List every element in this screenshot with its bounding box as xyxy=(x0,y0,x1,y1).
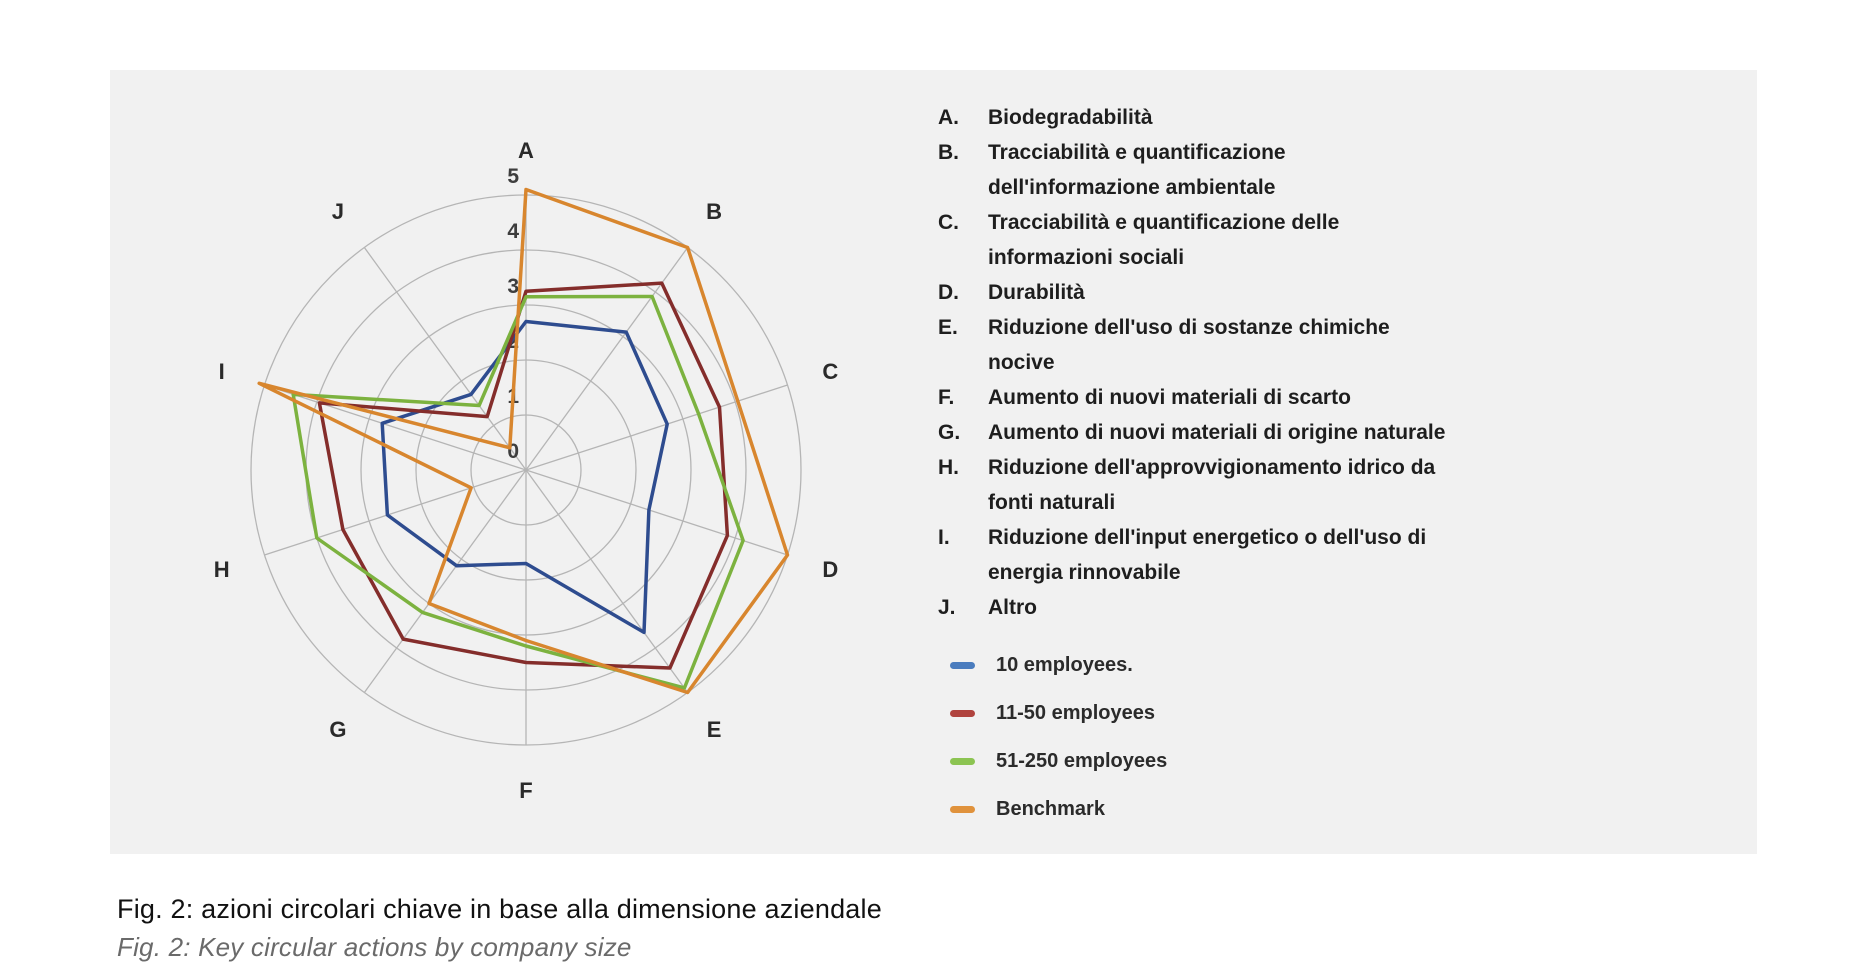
series-10-employees xyxy=(382,322,667,633)
action-list xyxy=(938,100,1578,625)
grid-spoke xyxy=(526,470,688,692)
action-letter: B. xyxy=(938,141,959,164)
legend-label: 11-50 employees xyxy=(996,701,1155,724)
action-letter: C. xyxy=(938,211,959,234)
legend-swatch-icon xyxy=(950,710,975,717)
legend-item xyxy=(950,785,1167,833)
legend-swatch-icon xyxy=(950,662,975,669)
grid-spoke xyxy=(264,470,526,555)
radar-chart xyxy=(110,70,910,854)
axis-label: J xyxy=(331,199,345,225)
radial-tick-label: 4 xyxy=(507,220,519,243)
grid-spoke xyxy=(526,470,788,555)
radial-tick-label: 2 xyxy=(507,330,519,353)
action-item xyxy=(938,275,1578,310)
axis-label: G xyxy=(329,716,347,742)
action-letter: F. xyxy=(938,386,955,409)
legend-label: 10 employees. xyxy=(996,653,1133,676)
action-item xyxy=(938,205,1578,275)
axis-label: D xyxy=(822,556,839,582)
action-letter: A. xyxy=(938,106,959,129)
action-item xyxy=(938,415,1578,450)
radial-tick-label: 3 xyxy=(507,275,519,298)
action-item xyxy=(938,100,1578,135)
axis-label: B xyxy=(706,199,723,225)
axis-label: E xyxy=(706,716,722,742)
action-letter: I. xyxy=(938,526,950,549)
action-item xyxy=(938,450,1578,520)
action-text: Altro xyxy=(988,596,1037,619)
action-letter: H. xyxy=(938,456,959,479)
legend-swatch-icon xyxy=(950,758,975,765)
action-item xyxy=(938,590,1578,625)
action-text: Durabilità xyxy=(988,281,1085,304)
axis-label: F xyxy=(519,778,533,803)
series-11-50-employees xyxy=(319,283,727,668)
action-item xyxy=(938,380,1578,415)
action-letter: E. xyxy=(938,316,958,339)
axis-key-column xyxy=(938,100,1578,625)
action-item xyxy=(938,135,1578,205)
legend-item xyxy=(950,641,1167,689)
action-text: Tracciabilità e quantificazione dell'informazione ambientale xyxy=(988,141,1286,199)
action-text: Riduzione dell'approvvigionamento idrico da fonti naturali xyxy=(988,456,1436,514)
legend-item xyxy=(950,689,1167,737)
grid-spoke xyxy=(364,248,526,470)
action-letter: D. xyxy=(938,281,959,304)
legend-item xyxy=(950,737,1167,785)
action-item xyxy=(938,520,1578,590)
axis-label: A xyxy=(518,138,534,163)
radial-tick-label: 1 xyxy=(507,385,519,408)
radial-tick-label: 0 xyxy=(507,440,519,463)
radial-tick-label: 5 xyxy=(507,165,519,188)
chart-legend xyxy=(950,641,1167,833)
action-letter: J. xyxy=(938,596,956,619)
action-text: Riduzione dell'input energetico o dell'uso di energia rinnovabile xyxy=(988,526,1427,584)
figure-panel xyxy=(110,70,1757,854)
action-letter: G. xyxy=(938,421,961,444)
axis-label: H xyxy=(213,556,230,582)
action-text: Aumento di nuovi materiali di scarto xyxy=(988,386,1351,409)
series-51-250-employees xyxy=(293,297,743,689)
caption-english: Fig. 2: Key circular actions by company size xyxy=(117,932,632,962)
action-text: Biodegradabilità xyxy=(988,106,1153,129)
axis-label: C xyxy=(822,359,839,385)
legend-label: 51-250 employees xyxy=(996,749,1168,772)
axis-label: I xyxy=(218,359,225,385)
action-text: Riduzione dell'uso di sostanze chimiche nocive xyxy=(988,316,1390,374)
action-text: Tracciabilità e quantificazione delle informazioni sociali xyxy=(988,211,1340,269)
legend-swatch-icon xyxy=(950,806,975,813)
action-item xyxy=(938,310,1578,380)
action-text: Aumento di nuovi materiali di origine naturale xyxy=(988,421,1446,444)
caption-italian: Fig. 2: azioni circolari chiave in base alla dimensione aziendale xyxy=(117,894,882,924)
legend-label: Benchmark xyxy=(996,797,1105,820)
